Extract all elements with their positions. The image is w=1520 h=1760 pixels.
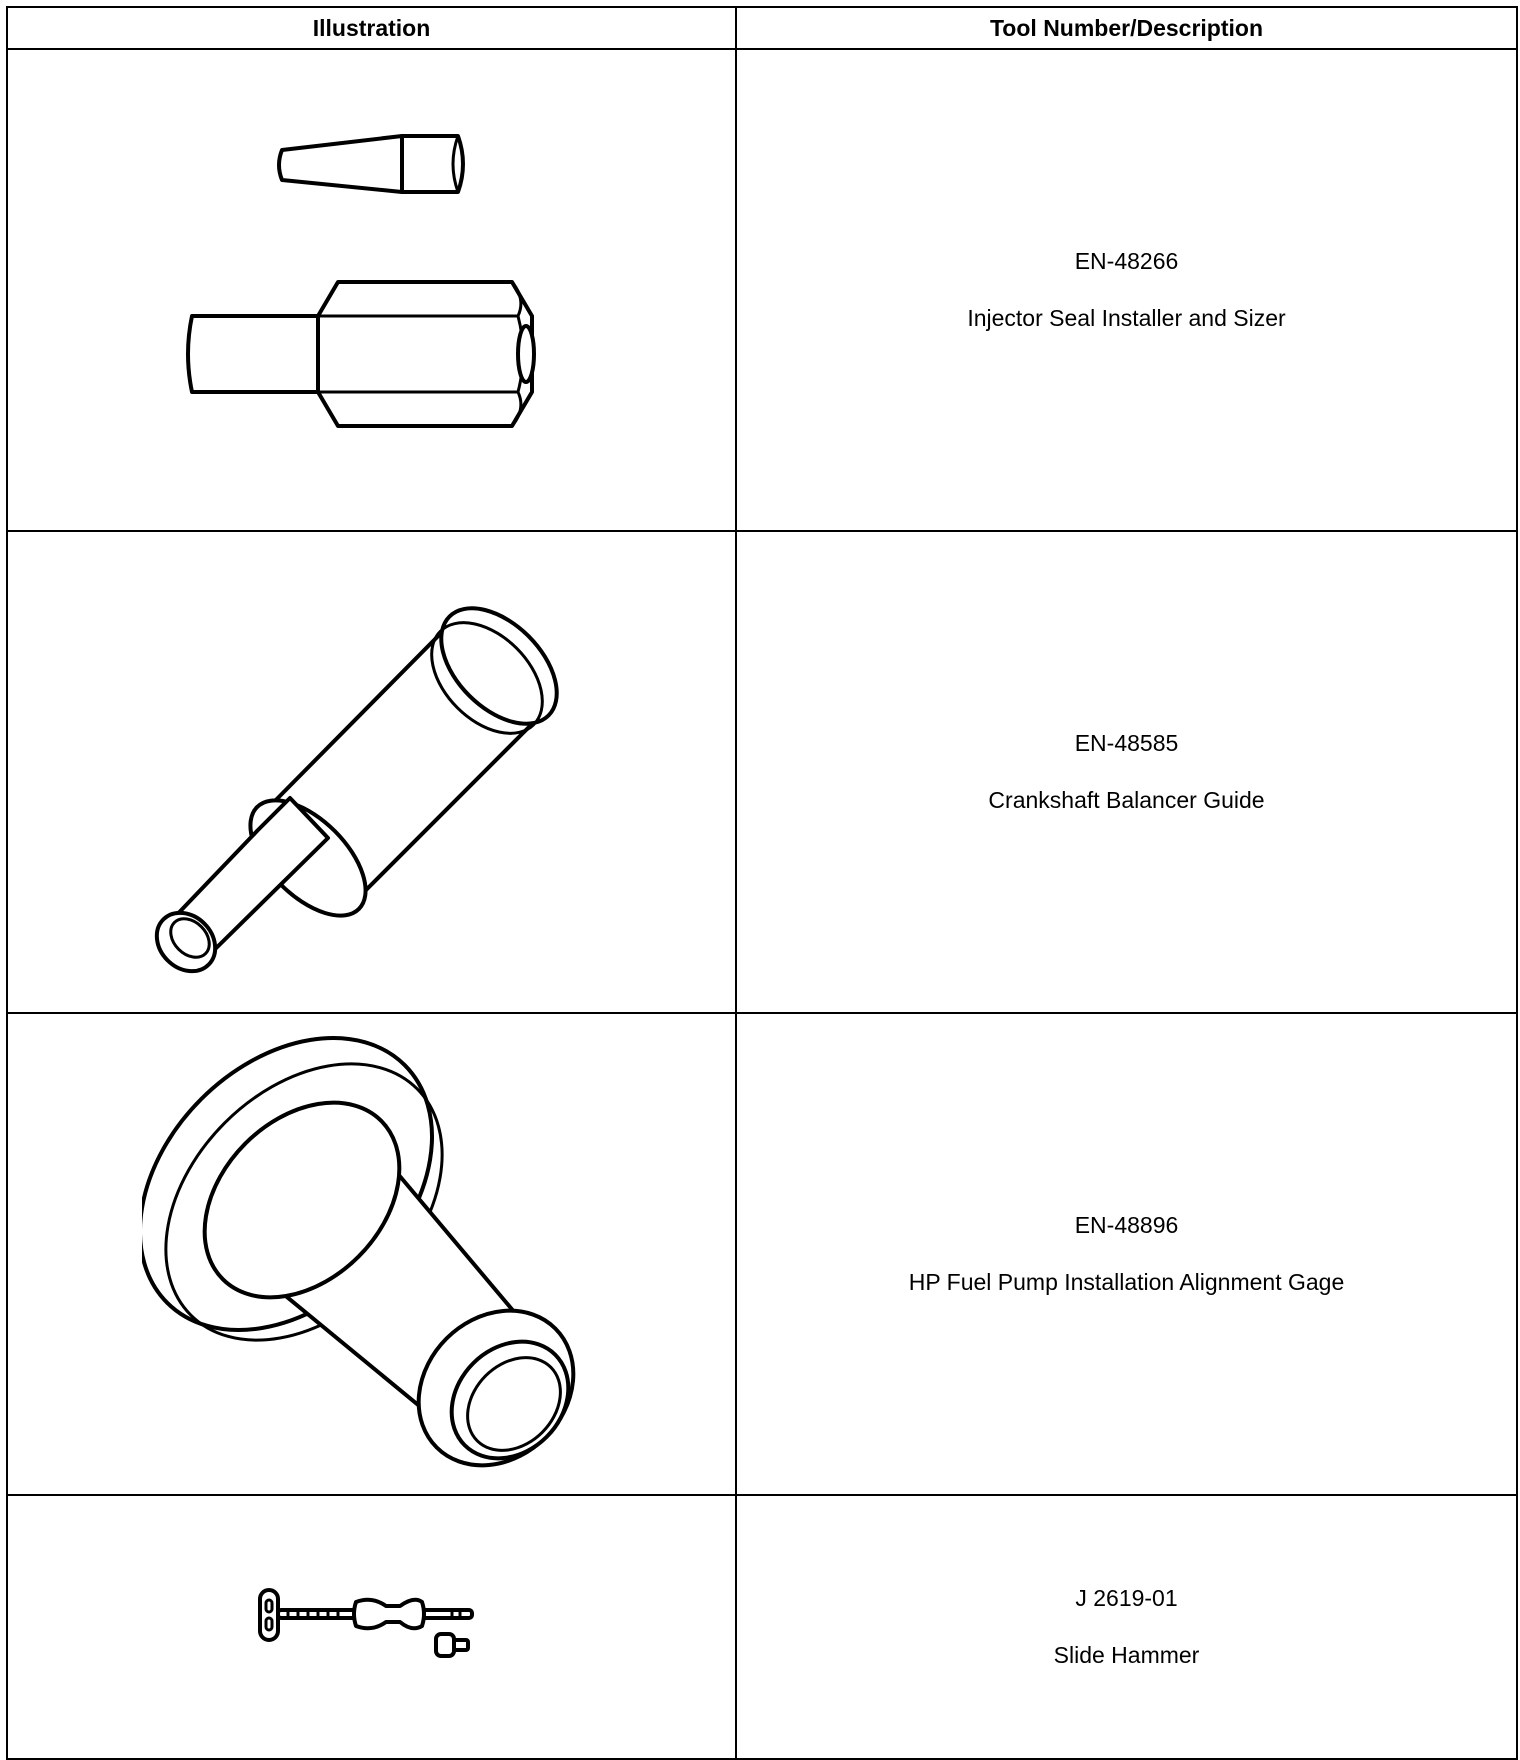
tool-description: Injector Seal Installer and Sizer [967,305,1286,331]
description-cell [736,49,1517,531]
table-row [7,1013,1517,1495]
table-row [7,1495,1517,1759]
tool-description: Slide Hammer [1053,1642,1200,1668]
illustration-cell [7,49,736,531]
tool-number: J 2619-01 [1075,1585,1178,1611]
tool-description: HP Fuel Pump Installation Alignment Gage [908,1269,1345,1295]
illustration-header: Illustration [7,7,736,49]
table-row [7,49,1517,531]
special-tools-table [6,6,1518,1760]
fuel-pump-alignment-gage-icon [142,1034,602,1474]
tool-description: Crankshaft Balancer Guide [988,787,1265,813]
crankshaft-balancer-guide-icon [152,562,592,982]
injector-seal-installer-icon [172,110,572,470]
description-cell [736,531,1517,1013]
tool-number: EN-48585 [1074,730,1179,756]
illustration-cell [7,1013,736,1495]
slide-hammer-icon [252,1582,492,1672]
tool-number: EN-48896 [1074,1212,1179,1238]
header-row [7,7,1517,49]
illustration-cell [7,1495,736,1759]
illustration-cell [7,531,736,1013]
description-cell [736,1495,1517,1759]
tool-header: Tool Number/Description [736,7,1517,49]
tool-number: EN-48266 [1074,248,1179,274]
table-row [7,531,1517,1013]
description-cell [736,1013,1517,1495]
